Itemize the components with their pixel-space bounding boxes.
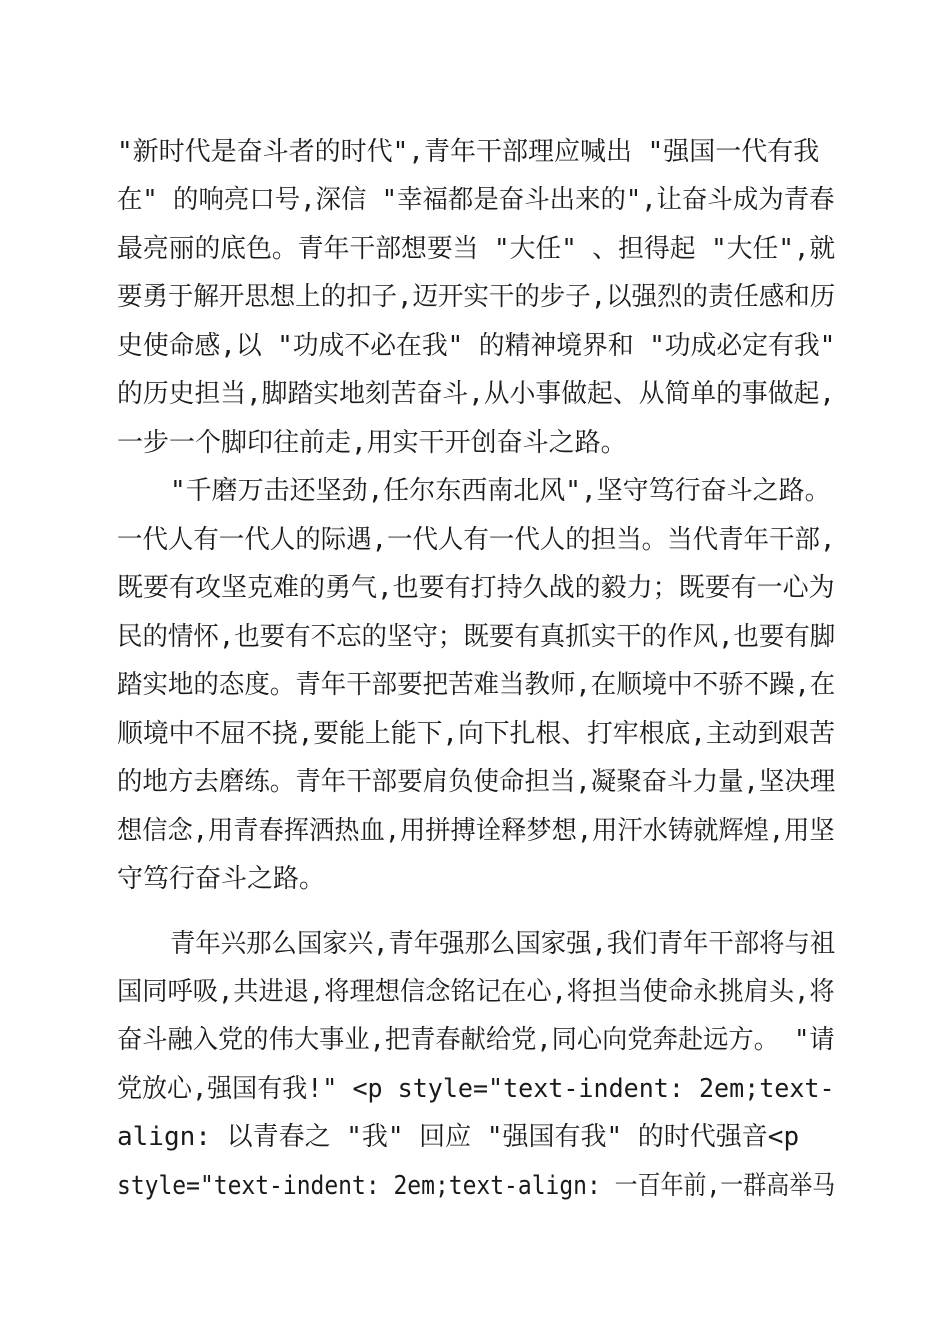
paragraph-line: 民的情怀,也要有不忘的坚守；既要有真抓实干的作风,也要有脚 xyxy=(117,622,836,652)
paragraph-line: "新时代是奋斗者的时代",青年干部理应喊出 "强国一代有我 xyxy=(117,137,820,167)
paragraph-line: 一代人有一代人的际遇,一代人有一代人的担当。当代青年干部, xyxy=(117,525,836,555)
paragraph-line: align: 以青春之 "我" 回应 "强国有我" 的时代强音<p xyxy=(117,1122,800,1152)
paragraph-line: 史使命感,以 "功成不必在我" 的精神境界和 "功成必定有我" xyxy=(117,331,836,361)
paragraph-line: 国同呼吸,共进退,将理想信念铭记在心,将担当使命永挑肩头,将 xyxy=(117,977,835,1007)
paragraph-line: 最亮丽的底色。青年干部想要当 "大任" 、担得起 "大任",就 xyxy=(117,234,836,264)
paragraph-line: 青年兴那么国家兴,青年强那么国家强,我们青年干部将与祖 xyxy=(170,929,836,959)
paragraph-line: 的历史担当,脚踏实地刻苦奋斗,从小事做起、从简单的事做起, xyxy=(117,379,835,409)
paragraph-line: 既要有攻坚克难的勇气,也要有打持久战的毅力；既要有一心为 xyxy=(117,573,835,603)
paragraph-line: 顺境中不屈不挠,要能上能下,向下扎根、打牢根底,主动到艰苦 xyxy=(117,719,835,749)
paragraph-line: "千磨万击还坚劲,任尔东西南北风",坚守笃行奋斗之路。 xyxy=(170,476,831,506)
paragraph-line: 党放心,强国有我!" <p style="text-indent: 2em;text- xyxy=(117,1074,835,1104)
paragraph-line: 在" 的响亮口号,深信 "幸福都是奋斗出来的",让奋斗成为青春 xyxy=(117,185,835,215)
paragraph-line: 守笃行奋斗之路。 xyxy=(117,864,326,894)
paragraph-line: 奋斗融入党的伟大事业,把青春献给党,同心向党奔赴远方。 "请 xyxy=(117,1025,835,1055)
paragraph-line: 要勇于解开思想上的扣子,迈开实干的步子,以强烈的责任感和历 xyxy=(117,282,836,312)
paragraph-line: 的地方去磨练。青年干部要肩负使命担当,凝聚奋斗力量,坚决理 xyxy=(117,767,836,797)
paragraph-line: 踏实地的态度。青年干部要把苦难当教师,在顺境中不骄不躁,在 xyxy=(117,670,836,700)
paragraph-line: style="text-indent: 2em;text-align: 一百年前,一群高举马 xyxy=(117,1171,836,1201)
paragraph-line: 一步一个脚印往前走,用实干开创奋斗之路。 xyxy=(117,428,627,458)
paragraph-line: 想信念,用青春挥洒热血,用拼搏诠释梦想,用汗水铸就辉煌,用坚 xyxy=(117,816,835,846)
